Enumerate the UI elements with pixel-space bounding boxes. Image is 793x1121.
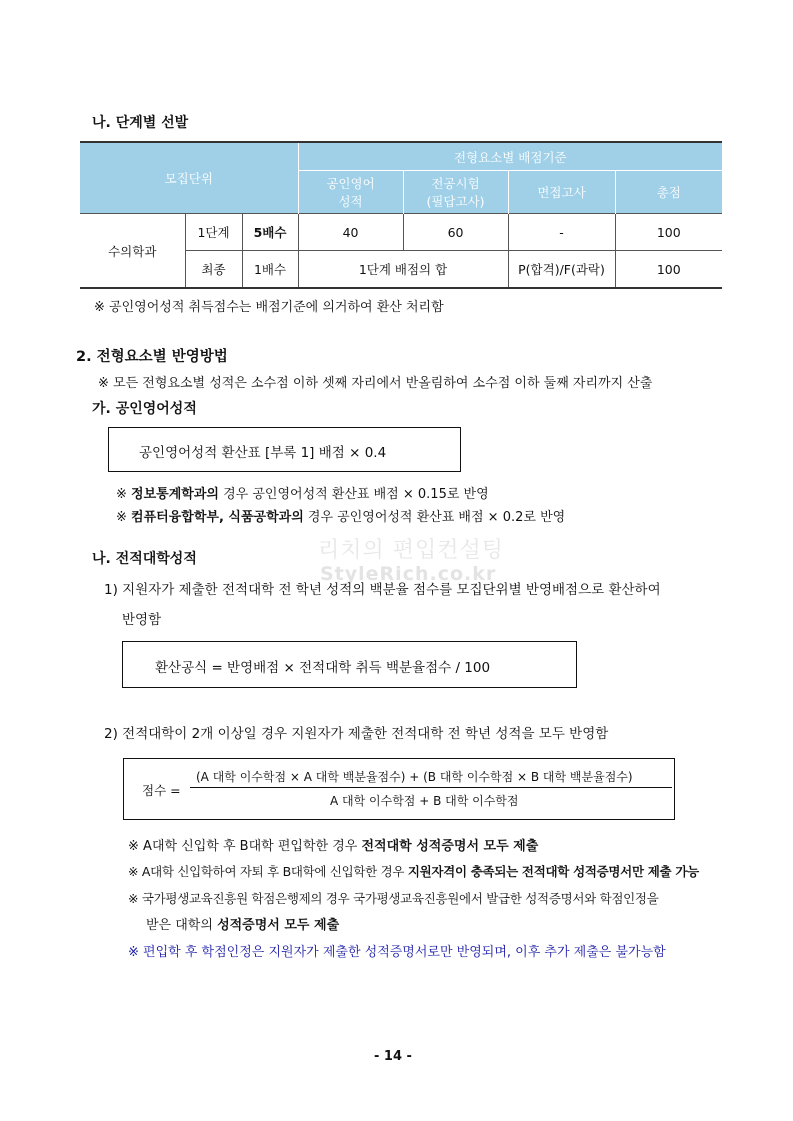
conversion-formula: 환산공식 = 반영배점 × 전적대학 취득 백분율점수 / 100	[155, 660, 491, 676]
cell-multiple-final: 1배수	[242, 251, 298, 289]
reference-mark: ※	[98, 376, 109, 391]
table-footnote	[94, 296, 444, 315]
english-note-1-text: 경우 공인영어성적 환산표 배점 × 0.15로 반영	[218, 487, 489, 502]
submission-note-3-text: 국가평생교육진흥원 학점은행제의 경우 국가평생교육진흥원에서 발급한 성적증명서와 학점인정을	[141, 891, 659, 906]
header-recruitment-unit: 모집단위	[80, 142, 298, 214]
header-english-line2: 성적	[338, 194, 363, 209]
header-major-line1: 전공시험	[431, 176, 480, 191]
cell-interview-1: -	[508, 214, 615, 251]
rounding-note-text: 모든 전형요소별 성적은 소수점 이하 셋째 자리에서 반올림하여 소수점 이하 둘째 자리까지 산출	[113, 376, 653, 391]
submission-note-1	[128, 835, 538, 854]
prior-college-item-2: 2) 전적대학이 2개 이상일 경우 지원자가 제출한 전적대학 전 학년 성적을 모두 반영함	[104, 726, 609, 742]
section-title-reflection-method: 2. 전형요소별 반영방법	[76, 349, 228, 365]
reference-mark: ※	[128, 945, 139, 960]
cell-stage-final: 최종	[185, 251, 242, 289]
header-major-exam	[403, 171, 508, 214]
reference-mark: ※	[128, 839, 139, 854]
submission-note-3	[128, 889, 658, 907]
score-formula-denominator: A 대학 이수학점 + B 대학 이수학점	[330, 794, 519, 808]
header-interview: 면접고사	[508, 171, 615, 214]
prior-college-item-1-cont: 반영함	[122, 612, 162, 628]
prior-college-item-1: 1) 지원자가 제출한 전적대학 전 학년 성적의 백분율 점수를 모집단위별 반영배점으로 환산하여	[104, 582, 661, 598]
english-note-2	[116, 506, 565, 525]
english-formula-box	[108, 427, 461, 472]
selection-table	[80, 141, 722, 289]
submission-note-1-emph: 전적대학 성적증명서 모두 제출	[361, 839, 539, 854]
header-english-line1: 공인영어	[326, 176, 375, 191]
cell-english-1: 40	[298, 214, 403, 251]
subsection-title-prior-college: 나. 전적대학성적	[92, 551, 197, 567]
english-formula: 공인영어성적 환산표 [부록 1] 배점 × 0.4	[139, 445, 387, 461]
reference-mark: ※	[128, 864, 139, 879]
cell-stage-1: 1단계	[185, 214, 242, 251]
reference-mark: ※	[128, 891, 139, 906]
cell-total-final: 100	[615, 251, 722, 289]
header-scoring-criteria: 전형요소별 배점기준	[298, 142, 722, 171]
conversion-formula-box	[122, 641, 577, 688]
submission-note-4	[128, 941, 666, 960]
cell-total-1: 100	[615, 214, 722, 251]
header-major-line2: (필답고사)	[426, 194, 485, 209]
submission-note-2-emph: 지원자격이 충족되는 전적대학 성적증명서만 제출 가능	[407, 864, 699, 879]
submission-note-3-emph: 성적증명서 모두 제출	[217, 918, 340, 933]
table-footnote-text: 공인영어성적 취득점수는 배점기준에 의거하여 환산 처리함	[109, 300, 444, 315]
submission-note-3-cont	[146, 914, 339, 933]
submission-note-2	[128, 862, 699, 880]
cell-major-1: 60	[403, 214, 508, 251]
cell-stage1-sum: 1단계 배점의 합	[298, 251, 508, 289]
reference-mark: ※	[94, 300, 105, 315]
reference-mark: ※	[116, 487, 127, 502]
rounding-note	[98, 372, 652, 391]
english-note-1	[116, 483, 489, 502]
score-formula-lhs: 점수 =	[142, 783, 181, 798]
page-number: - 14 -	[374, 1049, 412, 1064]
submission-note-4-text: 편입학 후 학점인정은 지원자가 제출한 성적증명서로만 반영되며, 이후 추가 제출은 불가능함	[143, 945, 666, 960]
submission-note-2-text: A대학 신입학하여 자퇴 후 B대학에 신입학한 경우	[141, 864, 408, 879]
header-total: 총점	[615, 171, 722, 214]
section-title-stage-selection: 나. 단계별 선발	[92, 115, 189, 131]
reference-mark: ※	[116, 510, 127, 525]
cell-interview-final: P(합격)/F(과락)	[508, 251, 615, 289]
submission-note-3-cont-text: 받은 대학의	[146, 918, 218, 933]
cell-department: 수의학과	[80, 214, 185, 289]
header-english-score	[298, 171, 403, 214]
subsection-title-english: 가. 공인영어성적	[92, 401, 197, 417]
score-formula-box	[123, 758, 675, 820]
score-formula-numerator: (A 대학 이수학점 × A 대학 백분율점수) + (B 대학 이수학점 × B 대학 백분율점수)	[196, 770, 633, 784]
english-note-1-dept: 정보통계학과의	[131, 487, 219, 502]
cell-multiple-1: 5배수	[242, 214, 298, 251]
watermark-line2: StyleRich.co.kr	[320, 563, 497, 585]
english-note-2-text: 경우 공인영어성적 환산표 배점 × 0.2로 반영	[303, 510, 566, 525]
watermark-line1: 리치의 편입컨설팅	[318, 538, 505, 563]
fraction-bar	[190, 787, 672, 788]
submission-note-1-text: A대학 신입학 후 B대학 편입학한 경우	[143, 839, 362, 854]
english-note-2-dept: 컴퓨터융합학부, 식품공학과의	[131, 510, 304, 525]
